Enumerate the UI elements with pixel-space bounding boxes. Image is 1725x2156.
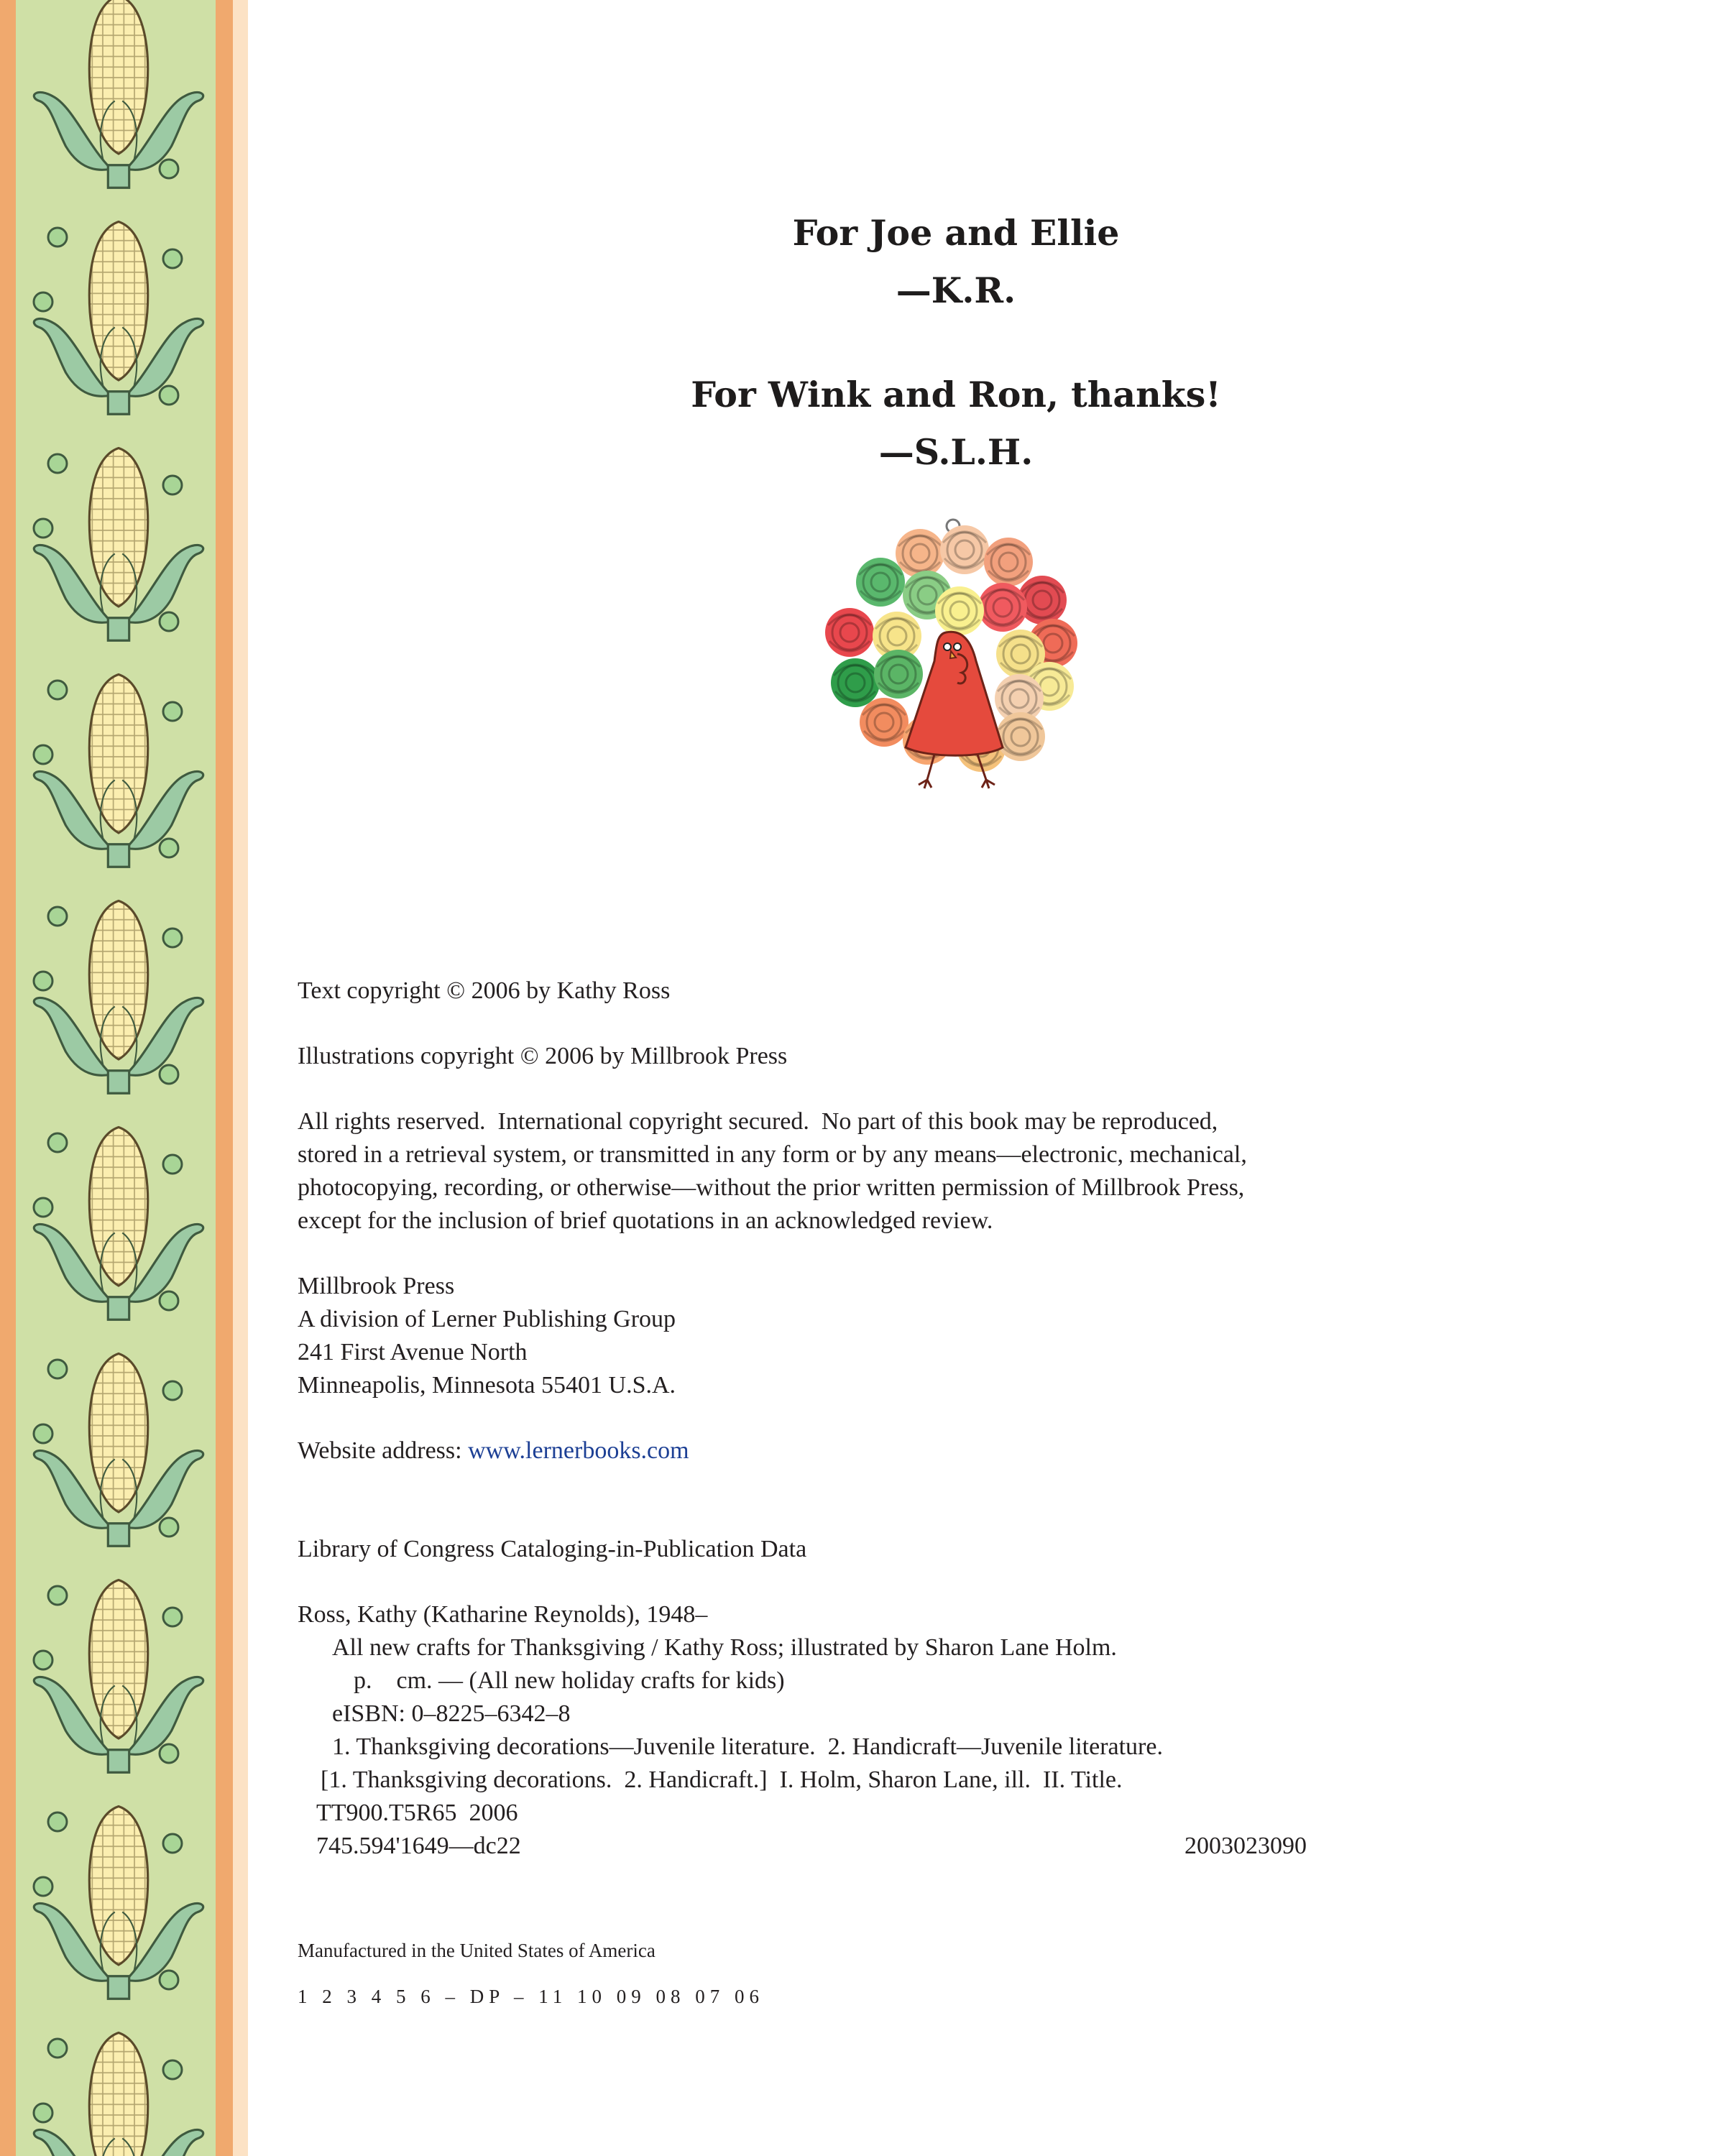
border-dot-icon	[48, 1812, 67, 1831]
border-dot-icon	[163, 2060, 182, 2079]
corn-border-pattern	[0, 0, 248, 2156]
border-dot-icon	[163, 1608, 182, 1626]
cip-line-3: p. cm. — (All new holiday crafts for kids)	[354, 1667, 785, 1694]
border-dot-icon	[160, 612, 178, 631]
border-dot-icon	[48, 1360, 67, 1378]
cip-heading: Library of Congress Cataloging-in-Publication Data	[298, 1536, 807, 1562]
border-dot-icon	[48, 1586, 67, 1605]
cip-line-8: 745.594'1649—dc22	[316, 1833, 521, 1859]
border-dot-icon	[48, 907, 67, 926]
border-dot-icon	[48, 228, 67, 247]
cip-line-2: All new crafts for Thanksgiving / Kathy Ross; illustrated by Sharon Lane Holm.	[332, 1634, 1117, 1661]
publisher-name: Millbrook Press	[298, 1273, 455, 1299]
publisher-city: Minneapolis, Minnesota 55401 U.S.A.	[298, 1372, 676, 1399]
border-dot-icon	[34, 745, 52, 764]
dedication-line-3: For Wink and Ron, thanks!	[691, 374, 1221, 415]
cip-lccn: 2003023090	[1184, 1833, 1307, 1859]
border-dot-icon	[163, 249, 182, 268]
publisher-street: 241 First Avenue North	[298, 1339, 528, 1365]
border-dot-icon	[163, 929, 182, 947]
border-dot-icon	[34, 292, 52, 311]
border-dot-icon	[48, 2039, 67, 2058]
border-dot-icon	[160, 839, 178, 857]
turkey-wreath-illustration	[805, 510, 1107, 805]
border-dot-icon	[48, 681, 67, 699]
rights-line-2: stored in a retrieval system, or transmitted in any form or by any means—electronic, mechanical,	[298, 1141, 1247, 1168]
border-dot-icon	[163, 1381, 182, 1400]
cip-line-5: 1. Thanksgiving decorations—Juvenile literature. 2. Handicraft—Juvenile literature.	[332, 1733, 1163, 1760]
border-dot-icon	[163, 1155, 182, 1174]
border-dot-icon	[160, 1291, 178, 1310]
border-dot-icon	[34, 1198, 52, 1217]
border-dot-icon	[160, 1971, 178, 1989]
border-dot-icon	[160, 160, 178, 178]
border-dot-icon	[163, 702, 182, 721]
border-dot-icon	[34, 972, 52, 990]
cip-line-4: eISBN: 0–8225–6342–8	[332, 1700, 571, 1727]
border-dot-icon	[160, 386, 178, 405]
border-dot-icon	[160, 1518, 178, 1537]
border-dot-icon	[34, 519, 52, 538]
border-dot-icon	[34, 1424, 52, 1443]
manufactured-note: Manufactured in the United States of America	[298, 1940, 656, 1961]
publisher-division: A division of Lerner Publishing Group	[298, 1306, 676, 1332]
border-dot-icon	[48, 454, 67, 473]
cip-line-6: [1. Thanksgiving decorations. 2. Handicraft.] I. Holm, Sharon Lane, ill. II. Title.	[321, 1766, 1123, 1793]
rights-line-3: photocopying, recording, or otherwise—without the prior written permission of Millbrook Press,	[298, 1174, 1245, 1201]
cip-line-1: Ross, Kathy (Katharine Reynolds), 1948–	[298, 1601, 708, 1628]
website-label: Website address:	[298, 1437, 469, 1464]
printing-line: 1 2 3 4 5 6 – DP – 11 10 09 08 07 06	[298, 1986, 765, 2007]
border-dot-icon	[48, 1133, 67, 1152]
text-copyright: Text copyright © 2006 by Kathy Ross	[298, 977, 671, 1004]
dedication-line-1: For Joe and Ellie	[792, 212, 1120, 254]
rights-line-4: except for the inclusion of brief quotations in an acknowledged review.	[298, 1207, 993, 1234]
border-dot-icon	[163, 1834, 182, 1853]
website-link[interactable]: www.lernerbooks.com	[468, 1437, 689, 1464]
rights-line-1: All rights reserved. International copyright secured. No part of this book may be reproduced,	[298, 1108, 1218, 1135]
border-dot-icon	[163, 476, 182, 494]
border-dot-icon	[34, 1877, 52, 1896]
border-dot-icon	[34, 2104, 52, 2122]
dedication-line-2: —K.R.	[896, 270, 1016, 311]
cip-line-7: TT900.T5R65 2006	[316, 1800, 518, 1826]
dedication-line-4: —S.L.H.	[878, 431, 1034, 473]
website-row	[298, 1434, 689, 1468]
illustrations-copyright: Illustrations copyright © 2006 by Millbrook Press	[298, 1043, 788, 1069]
border-dot-icon	[160, 1744, 178, 1763]
border-dot-icon	[34, 1651, 52, 1669]
border-dot-icon	[160, 1065, 178, 1084]
